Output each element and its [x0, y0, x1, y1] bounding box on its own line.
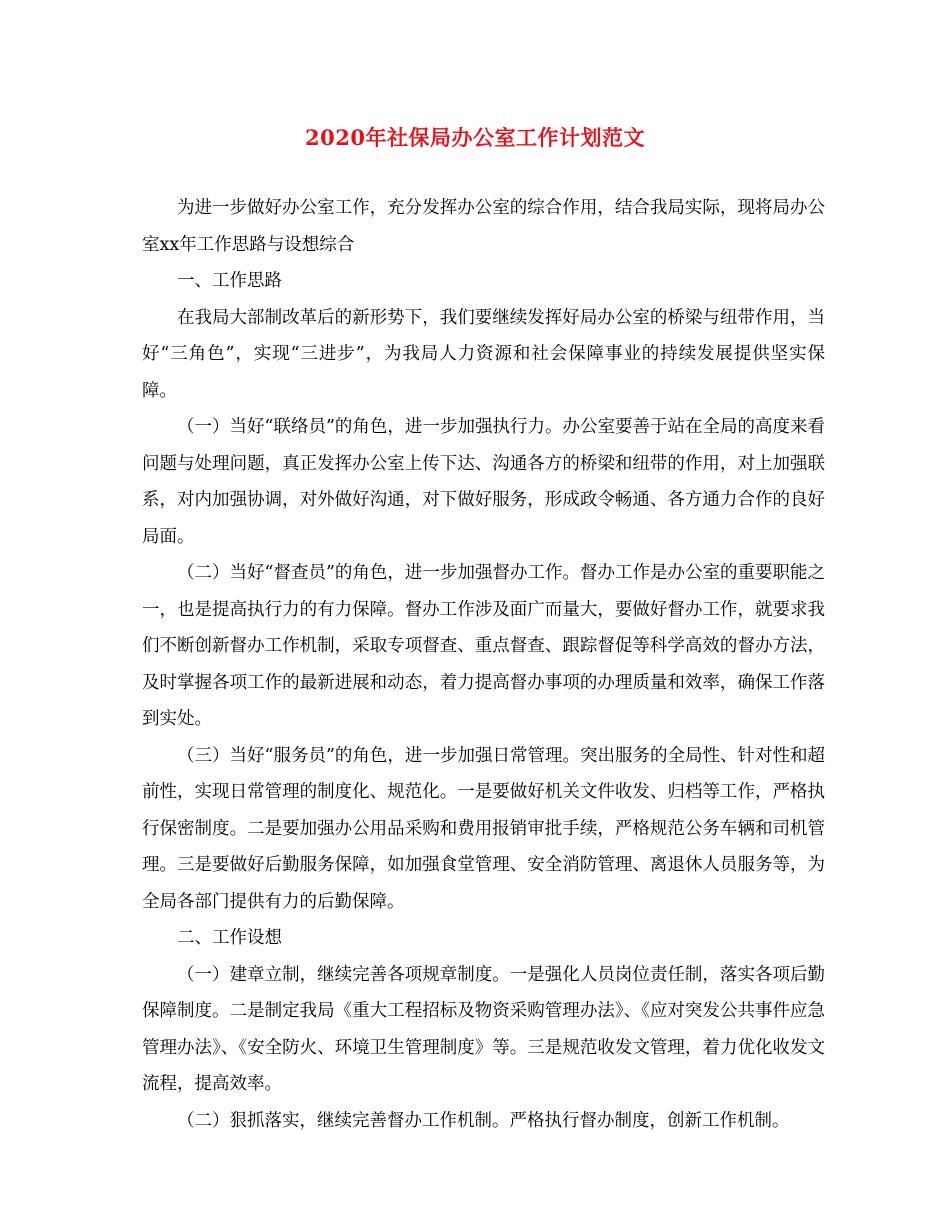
document-body: [142, 190, 825, 1139]
heading-work-plans: 二、工作设想: [177, 928, 282, 948]
document-title: 2020年社保局办公室工作计划范文: [305, 125, 645, 150]
paragraph-supervision: （二）狠抓落实，继续完善督办工作机制。严格执行督办制度，创新工作机制。: [177, 1110, 790, 1131]
paragraph-regulations: （一）建章立制，继续完善各项规章制度。一是强化人员岗位责任制，落实各项后勤保障制度。二是制定我局《重大工程招标及物资采购管理办法》、《应对突发公共事件应急管理办法》、《安全防火、环境卫生管理制度》等。三是规范收发文管理，着力优化收发文流程，提高效率。: [142, 964, 825, 1094]
paragraph-service: （三）当好“服务员”的角色，进一步加强日常管理。突出服务的全局性、针对性和超前性，实现日常管理的制度化、规范化。一是要做好机关文件收发、归档等工作，严格执行保密制度。二是要加强办公用品采购和费用报销审批手续，严格规范公务车辆和司机管理。三是要做好后勤服务保障，如加强食堂管理、安全消防管理、离退休人员服务等，为全局各部门提供有力的后勤保障。: [142, 745, 825, 912]
paragraph-ideas-overview: 在我局大部制改革后的新形势下，我们要继续发挥好局办公室的桥梁与纽带作用，当好“三角色”，实现“三进步”，为我局人力资源和社会保障事业的持续发展提供坚实保障。: [142, 307, 825, 401]
paragraph-intro: 为进一步做好办公室工作，充分发挥办公室的综合作用，结合我局实际，现将局办公室xx年工作思路与设想综合: [142, 198, 825, 255]
heading-work-ideas: 一、工作思路: [177, 271, 282, 291]
paragraph-inspector: （二）当好“督查员”的角色，进一步加强督办工作。督办工作是办公室的重要职能之一，也是提高执行力的有力保障。督办工作涉及面广而量大，要做好督办工作，就要求我们不断创新督办工作机制，采取专项督查、重点督查、跟踪督促等科学高效的督办方法，及时掌握各项工作的最新进展和动态，着力提高督办事项的办理质量和效率，确保工作落到实处。: [142, 563, 825, 729]
paragraph-liaison: （一）当好“联络员”的角色，进一步加强执行力。办公室要善于站在全局的高度来看问题与处理问题，真正发挥办公室上传下达、沟通各方的桥梁和纽带的作用，对上加强联系，对内加强协调，对外做好沟通，对下做好服务，形成政令畅通、各方通力合作的良好局面。: [142, 417, 825, 547]
